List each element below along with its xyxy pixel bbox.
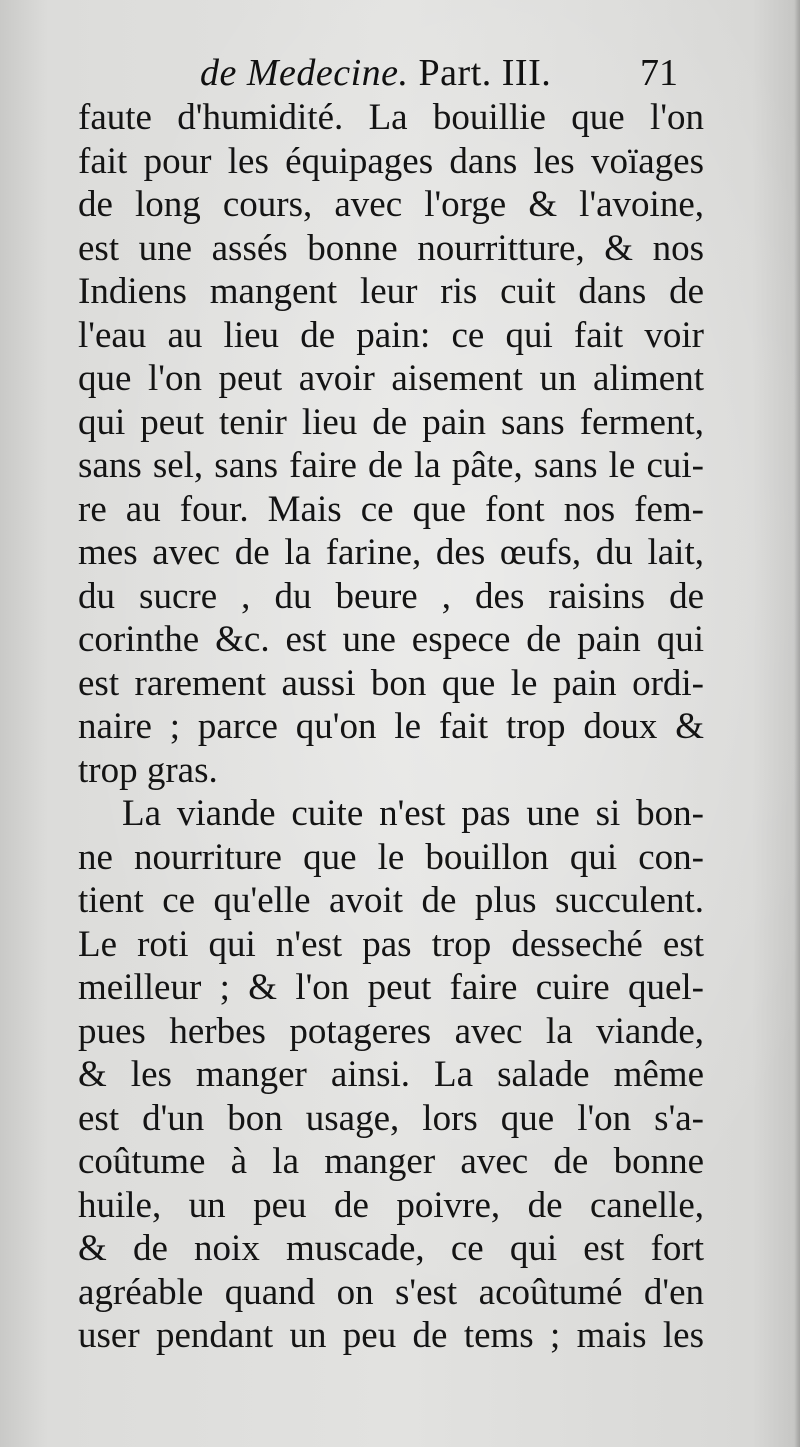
text-line: mes avec de la farine, des œufs, du lait, (78, 532, 704, 573)
text-line: user pendant un peu de tems ; mais les (78, 1315, 704, 1356)
body-text (78, 96, 704, 1358)
text-line: est une assés bonne nourritture, & nos (78, 227, 704, 269)
text-line: est rarement aussi bon que le pain ordi- (78, 662, 704, 704)
running-title (200, 48, 551, 98)
page-number: 71 (640, 52, 678, 94)
text-line: coûtume à la manger avec de bonne (78, 1141, 704, 1182)
text-line: re au four. Mais ce que font nos fem- (78, 488, 704, 530)
running-title-roman: Part. III. (408, 52, 552, 94)
page-header (0, 48, 800, 98)
text-line: Indiens mangent leur ris cuit dans de (78, 271, 704, 312)
text-line: tient ce qu'elle avoit de plus succulent. (78, 880, 704, 921)
running-title-italic: de Medecine. (200, 52, 409, 94)
text-line: l'eau au lieu de pain: ce qui fait voir (78, 314, 704, 356)
text-line: trop gras. (78, 749, 218, 791)
text-line: faute d'humidité. La bouillie que l'on (78, 97, 704, 138)
text-line: meilleur ; & l'on peut faire cuire quel- (78, 967, 704, 1008)
text-line: & de noix muscade, ce qui est fort (78, 1228, 704, 1269)
text-line: du sucre , du beure , des raisins de (78, 575, 704, 617)
text-line: corinthe &c. est une espece de pain qui (78, 619, 704, 660)
text-line: que l'on peut avoir aisement un aliment (78, 358, 704, 399)
text-line: & les manger ainsi. La salade même (78, 1054, 704, 1095)
text-line: naire ; parce qu'on le fait trop doux & (78, 706, 704, 747)
text-line: est d'un bon usage, lors que l'on s'a- (78, 1097, 704, 1139)
text-line: sans sel, sans faire de la pâte, sans le cui- (78, 445, 704, 486)
text-line: qui peut tenir lieu de pain sans ferment, (78, 401, 704, 443)
text-line: pues herbes potageres avec la viande, (78, 1010, 704, 1052)
text-line: huile, un peu de poivre, de canelle, (78, 1184, 704, 1226)
paragraph-first-line: La viande cuite n'est pas une si bon- (122, 793, 704, 834)
text-line: agréable quand on s'est acoûtumé d'en (78, 1271, 704, 1313)
text-line: ne nourriture que le bouillon qui con- (78, 836, 704, 878)
page-edge-shadow (794, 0, 800, 1447)
text-line: de long cours, avec l'orge & l'avoine, (78, 184, 704, 225)
text-line: Le roti qui n'est pas trop desseché est (78, 923, 704, 965)
text-line: fait pour les équipages dans les voïages (78, 140, 704, 182)
